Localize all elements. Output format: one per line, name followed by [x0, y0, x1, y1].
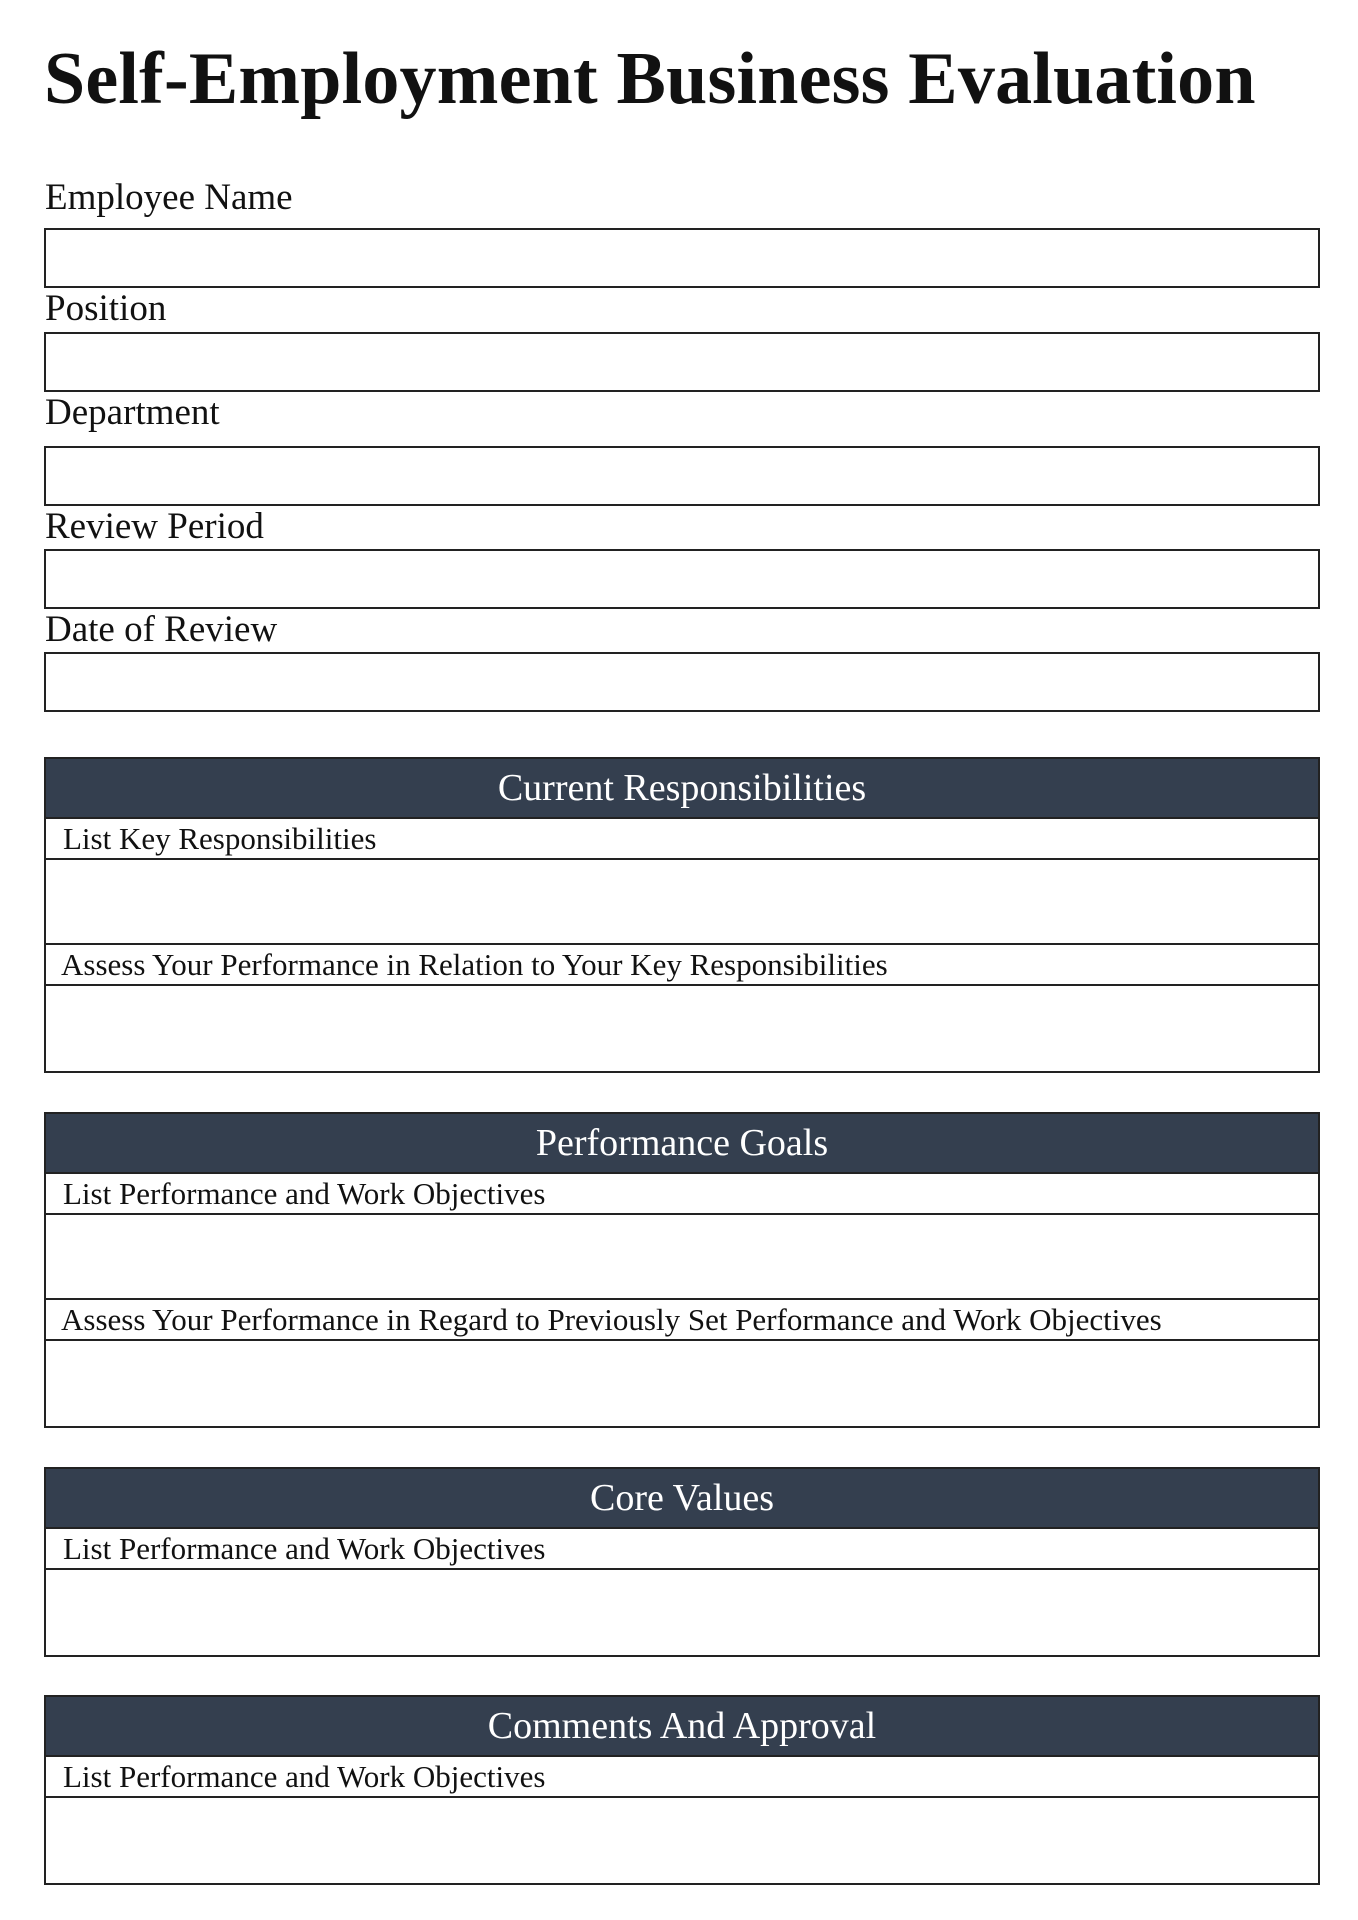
current-responsibilities-header: Current Responsibilities: [46, 759, 1318, 819]
employee-info-section: [44, 178, 1320, 712]
comments-and-approval-header: Comments And Approval: [46, 1697, 1318, 1757]
comments-prompt-label: List Performance and Work Objectives: [46, 1757, 1318, 1798]
list-objectives-label: List Performance and Work Objectives: [46, 1174, 1318, 1215]
performance-goals-header: Performance Goals: [46, 1114, 1318, 1174]
date-of-review-field: [44, 610, 1320, 712]
review-period-label: Review Period: [45, 506, 264, 547]
position-field: [44, 289, 1320, 392]
department-input[interactable]: [44, 446, 1320, 506]
assess-objectives-answer[interactable]: [46, 1341, 1318, 1426]
core-values-prompt-label: List Performance and Work Objectives: [46, 1529, 1318, 1570]
position-input[interactable]: [44, 332, 1320, 392]
comments-answer[interactable]: [46, 1798, 1318, 1883]
current-responsibilities-section: [44, 757, 1320, 1073]
assess-responsibilities-label: Assess Your Performance in Relation to Your Key Responsibilities: [46, 945, 1318, 986]
employee-name-input[interactable]: [44, 228, 1320, 288]
page-title: Self-Employment Business Evaluation: [44, 38, 1256, 120]
review-period-input[interactable]: [44, 549, 1320, 609]
department-label: Department: [45, 392, 220, 433]
assess-objectives-label: Assess Your Performance in Regard to Previously Set Performance and Work Objectives: [46, 1300, 1318, 1341]
assess-responsibilities-answer[interactable]: [46, 986, 1318, 1071]
department-field: [44, 393, 1320, 506]
position-label: Position: [45, 288, 167, 329]
core-values-answer[interactable]: [46, 1570, 1318, 1655]
comments-and-approval-section: [44, 1695, 1320, 1885]
employee-name-label: Employee Name: [45, 177, 293, 218]
performance-goals-section: [44, 1112, 1320, 1428]
list-key-responsibilities-answer[interactable]: [46, 860, 1318, 945]
list-objectives-answer[interactable]: [46, 1215, 1318, 1300]
date-of-review-label: Date of Review: [45, 609, 278, 650]
core-values-section: [44, 1467, 1320, 1657]
core-values-header: Core Values: [46, 1469, 1318, 1529]
evaluation-form: [44, 0, 1320, 1794]
date-of-review-input[interactable]: [44, 652, 1320, 712]
review-period-field: [44, 507, 1320, 609]
list-key-responsibilities-label: List Key Responsibilities: [46, 819, 1318, 860]
employee-name-field: [44, 178, 1320, 288]
